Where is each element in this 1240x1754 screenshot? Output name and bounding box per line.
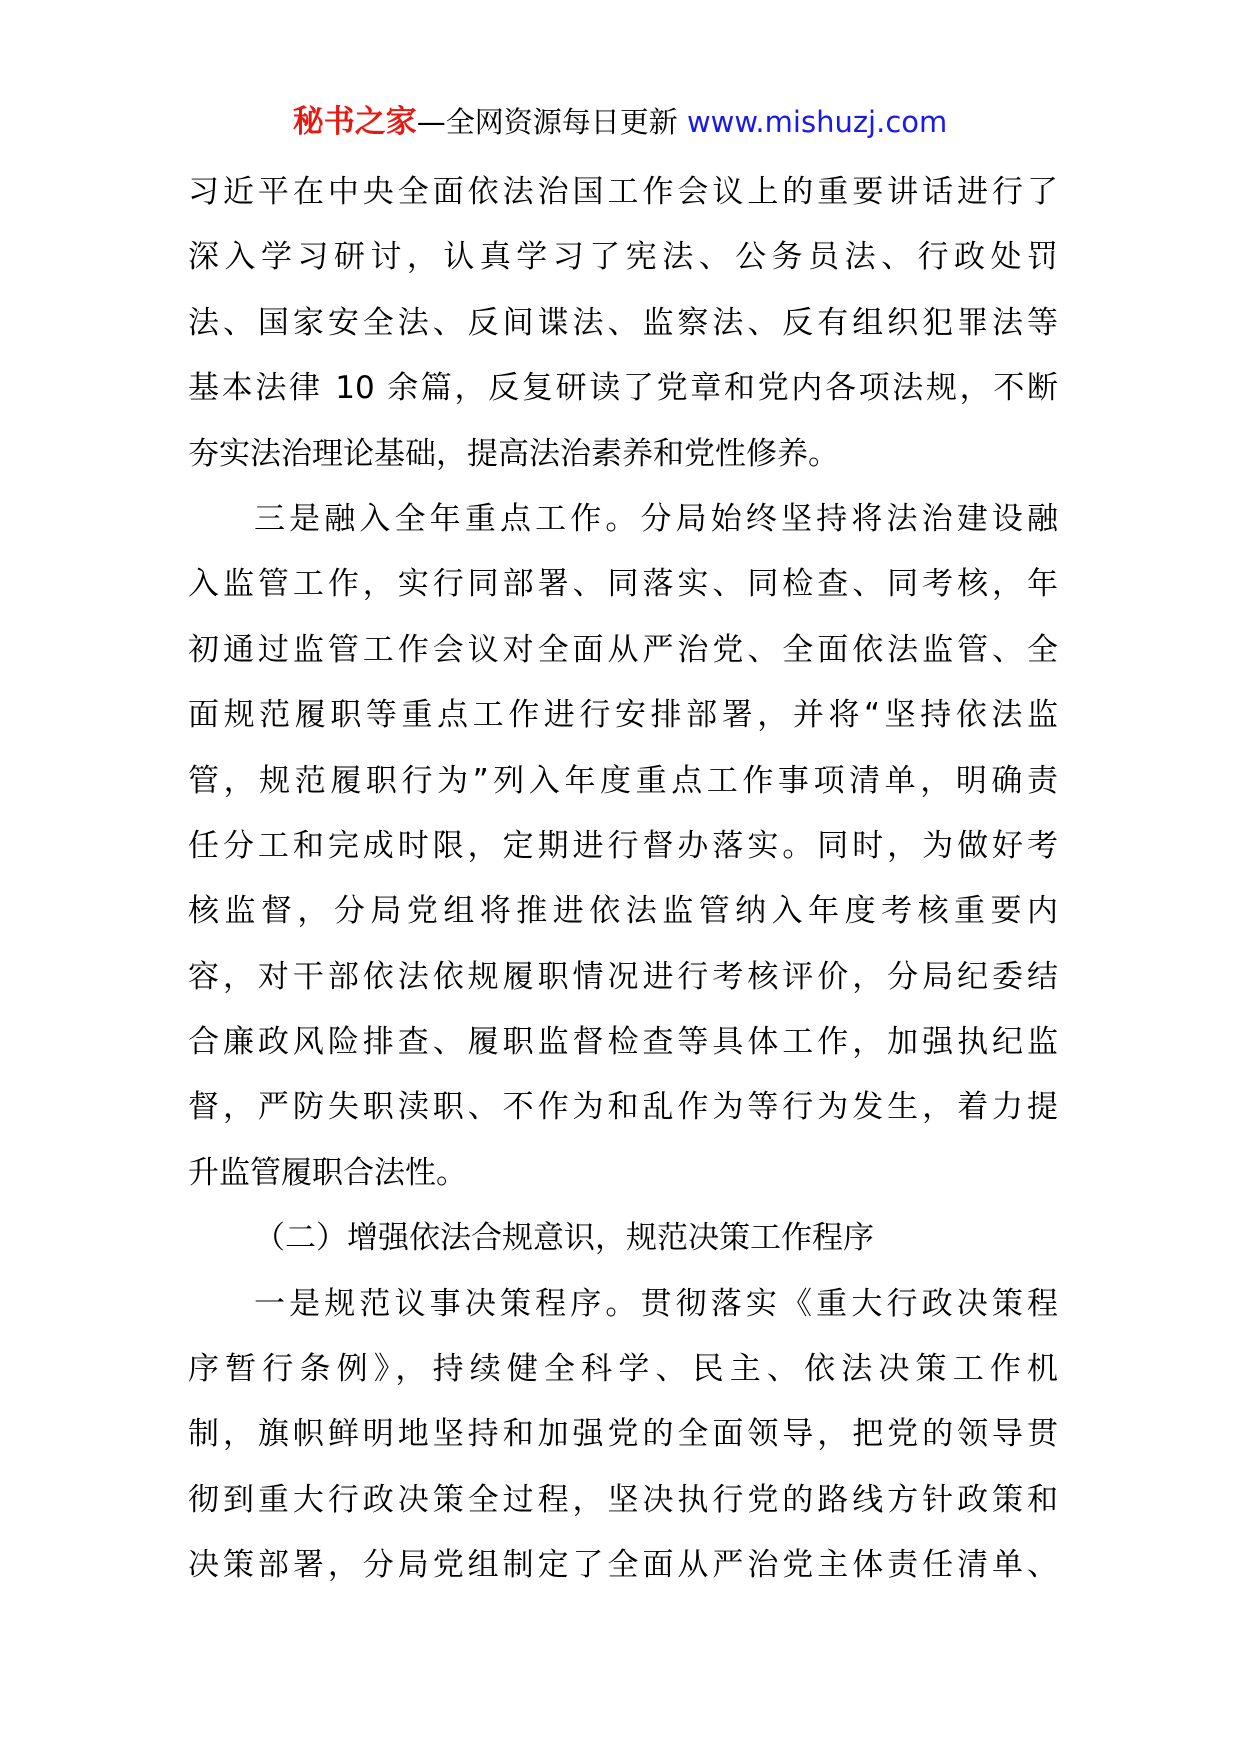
text-line: 制，旗帜鲜明地坚持和加强党的全面领导，把党的领导贯 <box>188 1416 1058 1453</box>
text-line: 彻到重大行政决策全过程，坚决执行党的路线方针政策和 <box>188 1481 1058 1518</box>
text-line: 管，规范履职行为”列入年度重点工作事项清单，明确责 <box>188 762 1058 799</box>
document-body <box>188 160 1058 1599</box>
header-tagline: —全网资源每日更新 <box>416 105 687 139</box>
text-line: 核监督，分局党组将推进依法监管纳入年度考核重要内 <box>188 893 1058 930</box>
text-line: 初通过监管工作会议对全面从严治党、全面依法监管、全 <box>188 631 1058 668</box>
page-header <box>0 100 1240 144</box>
text-line: 法、国家安全法、反间谍法、监察法、反有组织犯罪法等 <box>188 304 1058 341</box>
text-line: 深入学习研讨，认真学习了宪法、公务员法、行政处罚 <box>188 239 1058 276</box>
text-line: 习近平在中央全面依法治国工作会议上的重要讲话进行了 <box>188 174 1058 210</box>
text-line: 决策部署，分局党组制定了全面从严治党主体责任清单、 <box>188 1547 1058 1584</box>
text-line: 升监管履职合法性。 <box>188 1154 467 1191</box>
text-line: 基本法律 10 余篇，反复研读了党章和党内各项法规，不断 <box>188 370 1058 407</box>
text-line: 夯实法治理论基础，提高法治素养和党性修养。 <box>188 435 839 472</box>
text-line: 序暂行条例》，持续健全科学、民主、依法决策工作机 <box>188 1351 1058 1388</box>
paragraph-start-line: 一是规范议事决策程序。贯彻落实《重大行政决策程 <box>254 1285 1058 1322</box>
website-link[interactable]: www.mishuzj.com <box>686 105 948 139</box>
text-line: 容，对干部依法依规履职情况进行考核评价，分局纪委结 <box>188 958 1058 995</box>
text-line: 任分工和完成时限，定期进行督办落实。同时，为做好考 <box>188 827 1058 864</box>
text-line: 督，严防失职渎职、不作为和乱作为等行为发生，着力提 <box>188 1089 1058 1126</box>
paragraph-start-line: 三是融入全年重点工作。分局始终坚持将法治建设融 <box>254 500 1058 537</box>
section-heading: （二）增强依法合规意识，规范决策工作程序 <box>254 1220 874 1257</box>
text-line: 面规范履职等重点工作进行安排部署，并将“坚持依法监 <box>188 697 1058 734</box>
text-line: 合廉政风险排查、履职监督检查等具体工作，加强执纪监 <box>188 1024 1058 1061</box>
brand-name: 秘书之家 <box>292 104 417 140</box>
text-line: 入监管工作，实行同部署、同落实、同检查、同考核，年 <box>188 566 1058 603</box>
